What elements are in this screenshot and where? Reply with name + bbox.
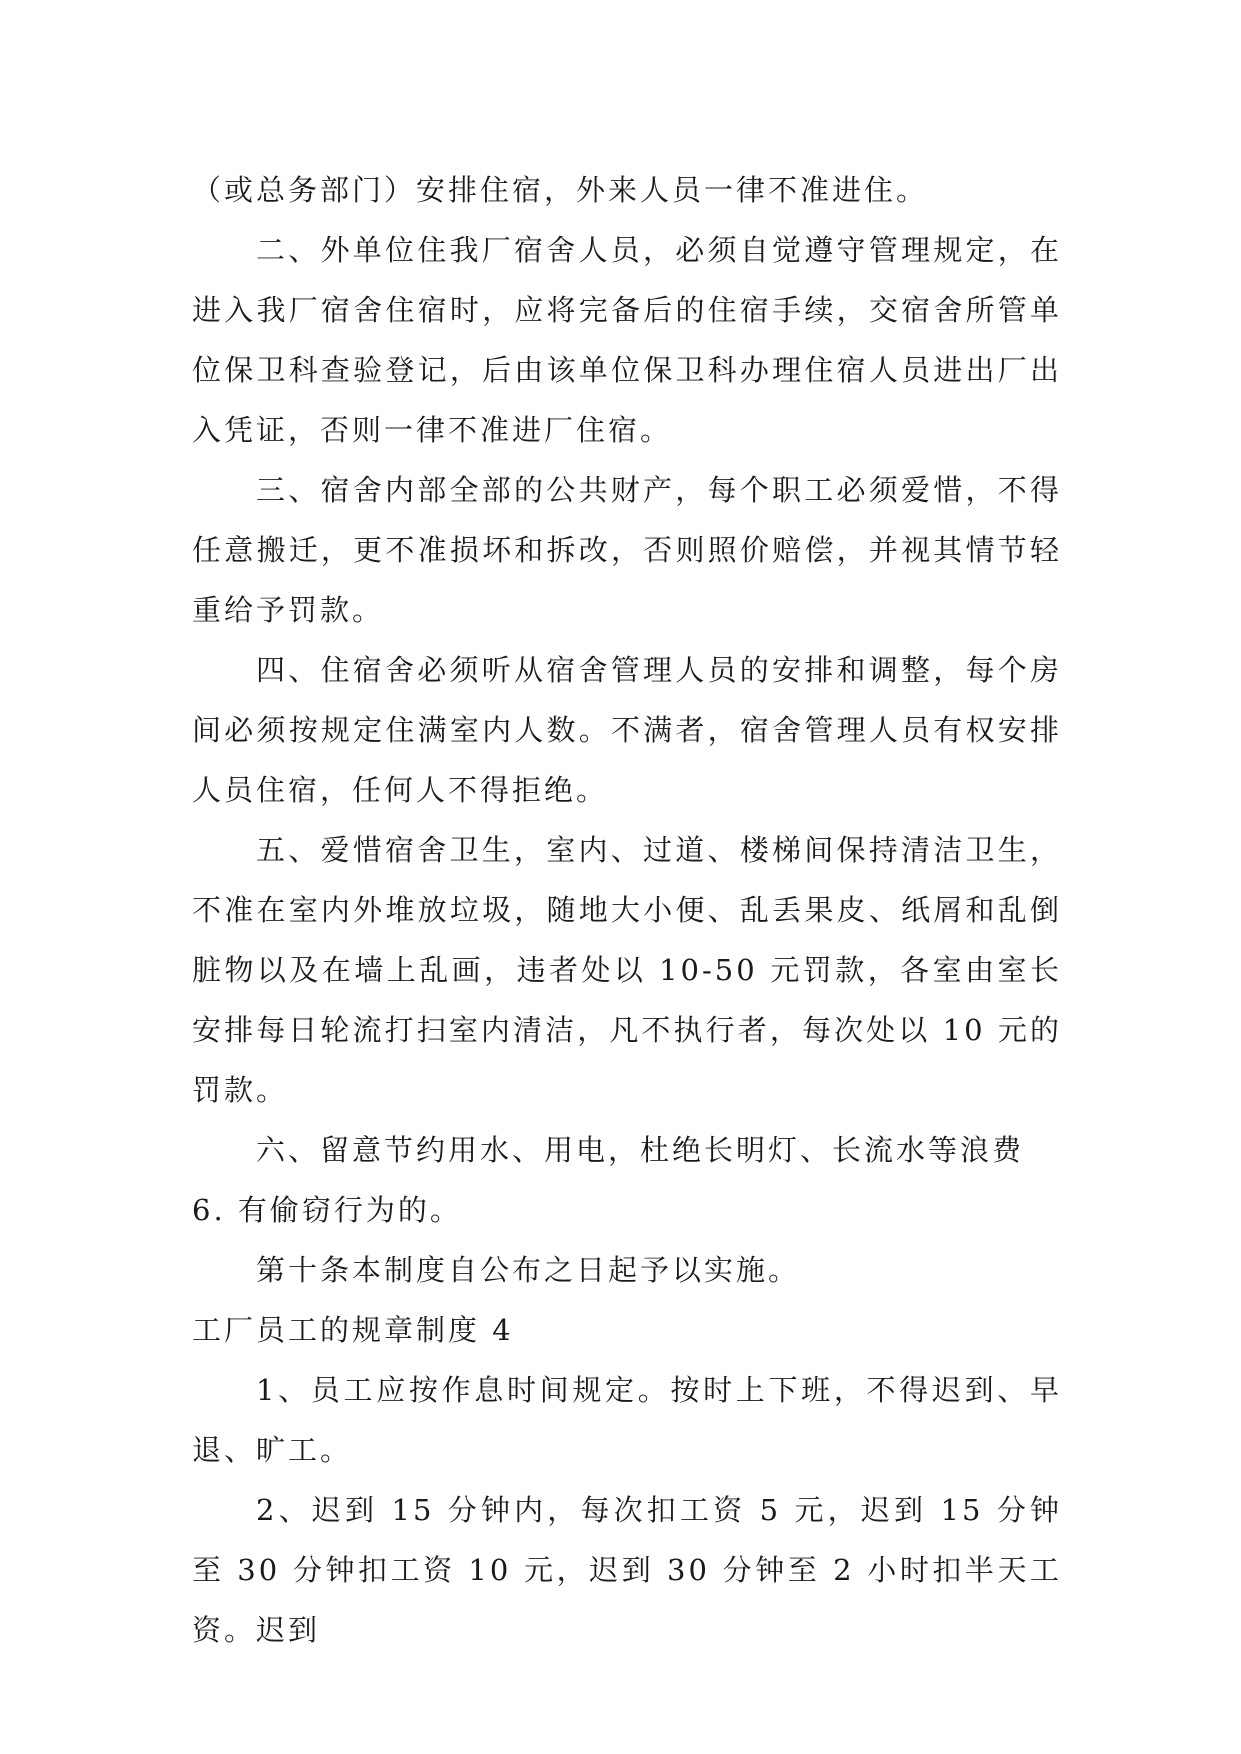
paragraph-rule-6: 六、留意节约用水、用电，杜绝长明灯、长流水等浪费	[256, 1133, 1025, 1167]
paragraph-accommodation-arrangement: （或总务部门）安排住宿，外来人员一律不准进住。	[192, 173, 929, 207]
paragraph-rule-3: 三、宿舍内部全部的公共财产，每个职工必须爱惜，不得任意搬迁，更不准损坏和拆改，否则照价赔偿，并视其情节轻重给予罚款。	[192, 473, 1062, 627]
document-body	[192, 160, 1062, 1660]
paragraph-article-10: 第十条本制度自公布之日起予以实施。	[256, 1253, 801, 1287]
paragraph-theft-item: 6. 有偷窃行为的。	[192, 1193, 462, 1227]
paragraph-item-1: 1、员工应按作息时间规定。按时上下班，不得迟到、早退、旷工。	[192, 1373, 1062, 1467]
paragraph-rule-5: 五、爱惜宿舍卫生，室内、过道、楼梯间保持清洁卫生，不准在室内外堆放垃圾，随地大小便、乱丢果皮、纸屑和乱倒脏物以及在墙上乱画，违者处以 10-50 元罚款，各室由室长安排每日轮流打扫室内清洁，凡不执行者，每次处以 10 元的罚款。	[192, 833, 1062, 1107]
section-heading: 工厂员工的规章制度 4	[192, 1313, 514, 1347]
paragraph-rule-2: 二、外单位住我厂宿舍人员，必须自觉遵守管理规定，在进入我厂宿舍住宿时，应将完备后的住宿手续，交宿舍所管单位保卫科查验登记，后由该单位保卫科办理住宿人员进出厂出入凭证，否则一律不准进厂住宿。	[192, 233, 1062, 447]
paragraph-rule-4: 四、住宿舍必须听从宿舍管理人员的安排和调整，每个房间必须按规定住满室内人数。不满者，宿舍管理人员有权安排人员住宿，任何人不得拒绝。	[192, 653, 1062, 807]
paragraph-item-2: 2、迟到 15 分钟内，每次扣工资 5 元，迟到 15 分钟至 30 分钟扣工资 10 元，迟到 30 分钟至 2 小时扣半天工资。迟到	[192, 1493, 1062, 1647]
